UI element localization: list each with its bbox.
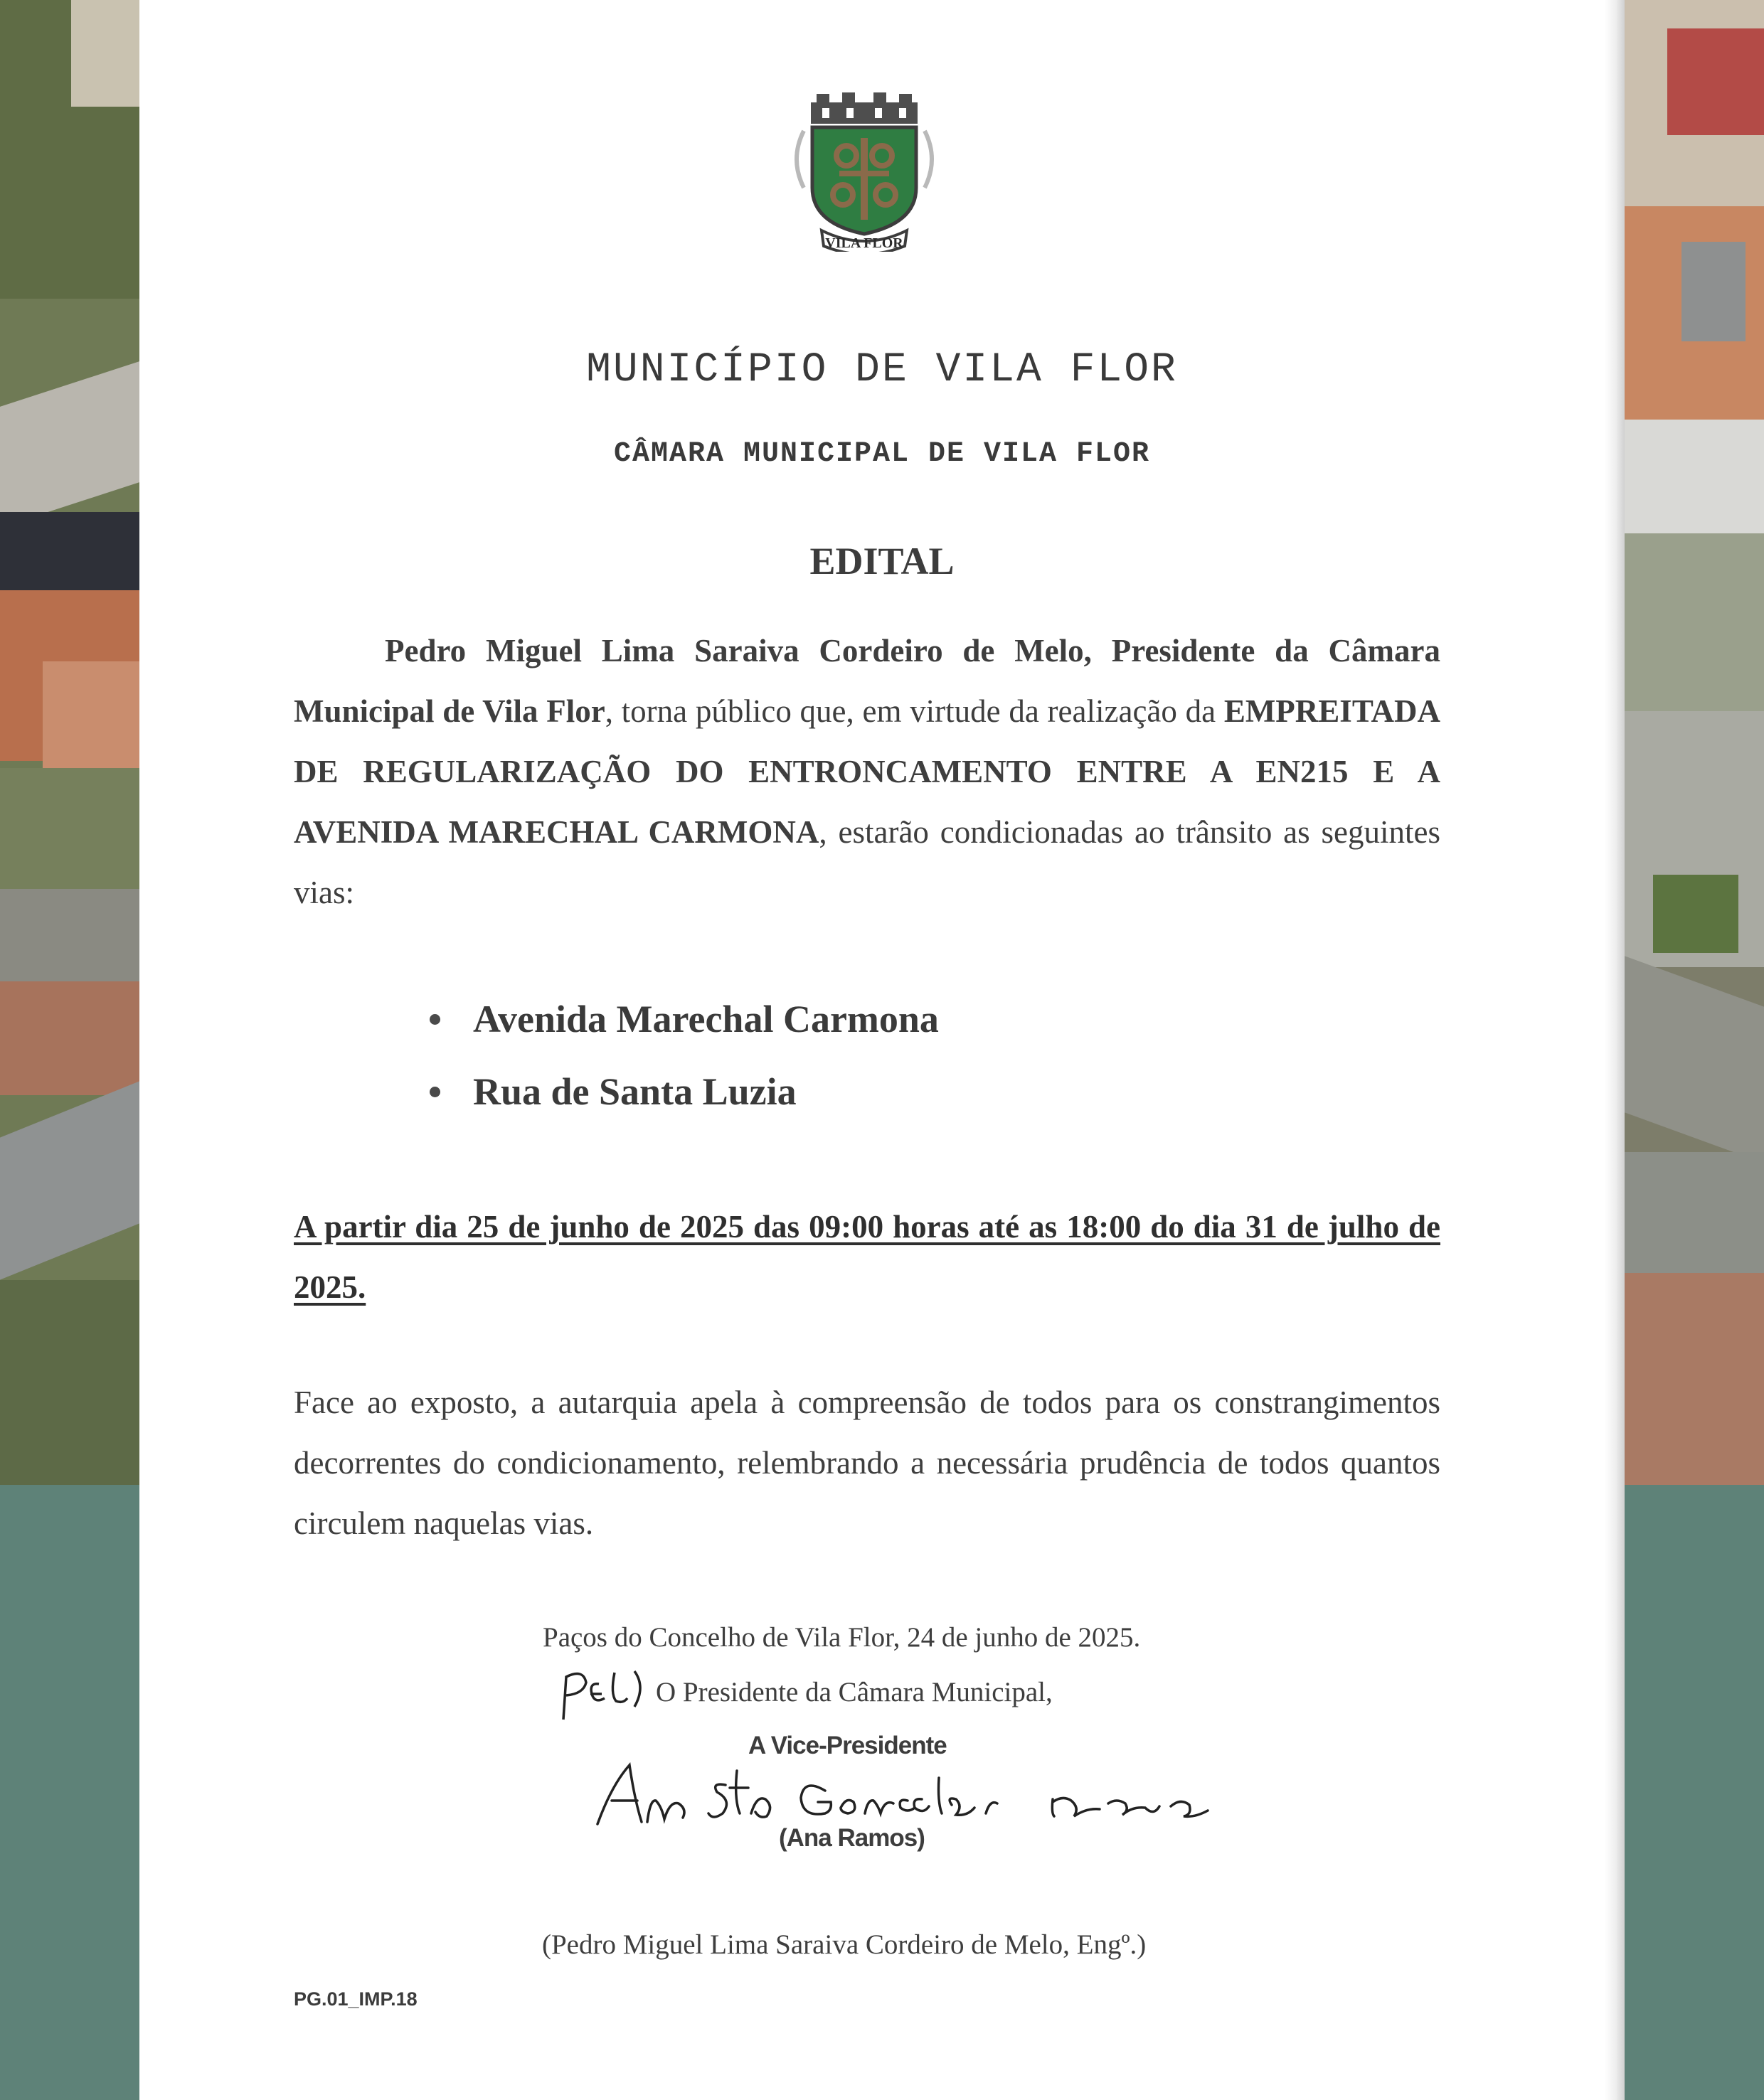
vila-flor-crest-logo [782, 88, 946, 252]
aerial-photo-left [0, 0, 139, 1485]
road-item [427, 988, 939, 1061]
intro-text-a: , torna público que, em virtude da realização da [605, 693, 1224, 729]
chamber-title: CÂMARA MUNICIPAL DE VILA FLOR [613, 438, 1151, 470]
handwritten-pel-signature [555, 1663, 647, 1727]
president-title: O Presidente da Câmara Municipal, [656, 1677, 1053, 1707]
handwritten-signature-ana-ramos [590, 1757, 1216, 1835]
intro-paragraph [294, 621, 1440, 923]
form-code: PG.01_IMP.18 [294, 1988, 418, 2010]
president-name: (Pedro Miguel Lima Saraiva Cordeiro de Melo, Engº.) [542, 1929, 1147, 1960]
author-name: Pedro Miguel Lima Saraiva Cordeiro de Melo, Presidente da Câmara Municipal de Vila Flor [294, 633, 1440, 729]
affected-roads-list [427, 988, 939, 1134]
road-item [427, 1061, 939, 1134]
aerial-photo-right [1625, 0, 1764, 1485]
restriction-period: A partir dia 25 de junho de 2025 das 09:00 horas até as 18:00 do dia 31 de julho de 2025. [294, 1209, 1440, 1305]
place-and-date: Paços do Concelho de Vila Flor, 24 de junho de 2025. [543, 1622, 1141, 1653]
document-type-heading: EDITAL [809, 540, 955, 582]
road-name: Rua de Santa Luzia [473, 1070, 797, 1113]
municipality-title: MUNICÍPIO DE VILA FLOR [586, 347, 1178, 393]
vice-president-stamp: A Vice-Presidente [748, 1732, 947, 1759]
bullet-icon [430, 1087, 440, 1097]
crest-ribbon-text: VILA FLOR [825, 235, 903, 251]
appeal-paragraph: Face ao exposto, a autarquia apela à compreensão de todos para os constrangimentos decorrentes do condicionamento, relembrando a necessária prudência de todos quantos circulem naquelas vias. [294, 1385, 1440, 1541]
intro-text-b: , estarão condicionadas ao trânsito as seguintes vias: [294, 814, 1440, 910]
bullet-icon [430, 1014, 440, 1025]
page-edge-shadow [1605, 0, 1625, 2100]
project-name: EMPREITADA DE REGULARIZAÇÃO DO ENTRONCAMENTO ENTRE A EN215 E A AVENIDA MARECHAL CARMONA [294, 693, 1440, 850]
road-name: Avenida Marechal Carmona [473, 998, 939, 1040]
vice-president-name: (Ana Ramos) [779, 1824, 925, 1852]
